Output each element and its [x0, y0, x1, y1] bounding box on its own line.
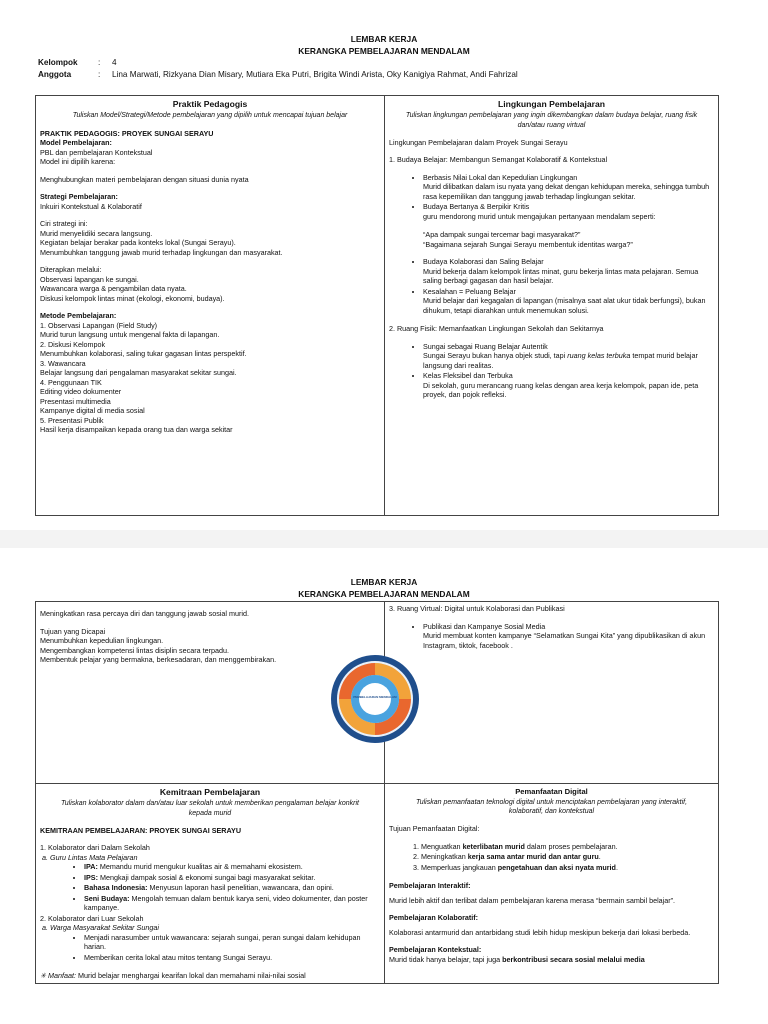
kelompok-label: Kelompok: [38, 58, 78, 67]
worksheet-page-2: [0, 548, 768, 1024]
digital-subtitle: Tuliskan pemanfaatan teknologi digital untuk menciptakan pembelajaran yang interaktif, kolaboratif, dan kontekstual: [415, 799, 688, 816]
list-item: • Bahasa Indonesia: Menyusun laporan hasil penelitian, wawancara, dan opini.: [84, 883, 380, 893]
warga-list: [40, 933, 380, 963]
ruang-fisik-list: [389, 342, 714, 400]
list-item: • IPA: Memandu murid mengukur kualitas air & memahami ekosistem.: [84, 862, 380, 872]
list-item: • Publikasi dan Kampanye Sosial Media Murid membuat konten kampanye “Selamatkan Sungai Kita” yang dipublikasikan di akun Instagram, tiktok, facebook .: [423, 622, 714, 651]
kemitraan-subtitle: Tuliskan kolaborator dalam dan/atau luar sekolah untuk memberikan pengalaman belajar konkrit kepada murid: [61, 800, 359, 817]
anggota-value: Lina Marwati, Rizkyana Dian Misary, Mutiara Eka Putri, Brigita Windi Arista, Oky Kanigiya Rahmat, Andi Fahrizal: [112, 69, 518, 79]
deep-learning-wheel-diagram: [330, 654, 420, 744]
list-item: • Menjadi narasumber untuk wawancara: sejarah sungai, peran sungai dalam kehidupan harian.: [84, 933, 380, 952]
list-item: • Budaya Kolaborasi dan Saling Belajar Murid bekerja dalam kelompok lintas minat, guru bekerja lintas mata pelajaran. Semua saling berbagi gagasan dan hasil belajar.: [423, 257, 714, 286]
lingkungan-pembelajaran-cell: Lingkungan Pembelajaran Tuliskan lingkungan pembelajaran yang ingin dikembangkan dalam budaya belajar, ruang fisik dan/atau ruang virtual Lingkungan Pembelajaran dalam Proyek Sungai Serayu 1. Budaya Belajar: Membangun Semangat Kolaboratif & Kontekstual • Berbasis Nilai Lokal dan Kepedulian Lingkungan Murid dilibatkan dalam isu nyata yang dekat dengan kehidupan mereka, sehingga tumbuh rasa kepemilikan dan tanggung jawab terhadap lingkungan sekitar. • Budaya Bertanya & Berpikir Kritis guru mendorong murid untuk mengajukan pertanyaan mendalam seperti: “Apa dampak sungai tercemar bagi masyarakat?” “Bagaimana sejarah Sungai Serayu membentuk identitas warga?” • Budaya Kolaborasi dan Saling Belajar Murid bekerja dalam kelompok lintas minat, guru bekerja lintas mata pelajaran. Semua saling berbagi gagasan dan hasil belajar. • Kesalahan = Peluang Belajar Murid belajar dari kegagalan di lapangan (misalnya saat alat ukur tidak berfungsi), bukan dihukum, tetapi diarahkan untuk menemukan solusi. 2. Ruang Fisik: Memanfaatkan Lingkungan Sekolah dan Sekitarnya • Sungai sebagai Ruang Belajar Autentik Sungai Serayu bukan hanya objek studi, tapi ruang kelas terbuka tempat murid belajar langsung dari realitas. • Kelas Fleksibel dan Terbuka Di sekolah, guru merancang ruang kelas dengan area kerja kelompok, papan ide, peta proyek, dan pojok refleksi.: [385, 96, 719, 516]
kemitraan-cell: Kemitraan Pembelajaran Tuliskan kolaborator dalam dan/atau luar sekolah untuk memberikan pengalaman belajar konkrit kepada murid KEMITRAAN PEMBELAJARAN: PROYEK SUNGAI SERAYU 1. Kolaborator dari Dalam Sekolah a. Guru Lintas Mata Pelajaran • IPA: Memandu murid mengukur kualitas air & memahami ekosistem. • IPS: Mengkaji dampak sosial & ekonomi sungai bagi masyarakat sekitar. • Bahasa Indonesia: Menyusun laporan hasil penelitian, wawancara, dan opini. • Seni Budaya: Mengolah temuan dalam bentuk karya seni, video dokumenter, dan poster kampanye. 2. Kolaborator dari Luar Sekolah a. Warga Masyarakat Sekitar Sungai • Menjadi narasumber untuk wawancara: sejarah sungai, peran sungai dalam kehidupan harian. • Memberikan cerita lokal atau mitos tentang Sungai Serayu. ✳ Manfaat: Murid belajar menghargai kearifan lokal dan memahami nilai-nilai sosial: [36, 784, 385, 984]
list-item: • Kelas Fleksibel dan Terbuka Di sekolah, guru merancang ruang kelas dengan area kerja kelompok, papan ide, peta proyek, dan pojok refleksi.: [423, 371, 714, 400]
tujuan-cell: Meningkatkan rasa percaya diri dan tanggung jawab sosial murid. Tujuan yang Dicapai Menumbuhkan kepedulian lingkungan. Mengembangkan kompetensi lintas disiplin secara terpadu. Membentuk pelajar yang bermakna, berkesadaran, dan menggembirakan.: [36, 602, 385, 784]
lingkungan-title: Lingkungan Pembelajaran: [498, 99, 605, 109]
list-item: • Memberikan cerita lokal atau mitos tentang Sungai Serayu.: [84, 953, 380, 963]
kelompok-value: 4: [112, 58, 117, 67]
lingkungan-subtitle: Tuliskan lingkungan pembelajaran yang ingin dikembangkan dalam budaya belajar, ruang fisik dan/atau ruang virtual: [405, 112, 698, 129]
list-item: 1. Menguatkan keterlibatan murid dalam proses pembelajaran.: [421, 842, 714, 852]
page-title-2: LEMBAR KERJA KERANGKA PEMBELAJARAN MENDALAM: [298, 577, 470, 600]
guru-list: [40, 862, 380, 913]
wheel-center-label: PEMBELAJARAN MENDALAM: [353, 695, 397, 699]
praktik-pedagogis-cell: Praktik Pedagogis Tuliskan Model/Strategi/Metode pembelajaran yang dipilih untuk mencapai tujuan belajar PRAKTIK PEDAGOGIS: PROYEK SUNGAI SERAYU Model Pembelajaran: PBL dan pembelajaran Kontekstual Model ini dipilih karena: Menghubungkan materi pembelajaran dengan situasi dunia nyata Strategi Pembelajaran: Inkuiri Kontekstual & Kolaboratif Ciri strategi ini: Murid menyelidiki secara langsung. Kegiatan belajar berakar pada konteks lokal (Sungai Serayu). Menumbuhkan tanggung jawab murid terhadap lingkungan dan masyarakat. Diterapkan melalui: Observasi lapangan ke sungai. Wawancara warga & pengambilan data nyata. Diskusi kelompok lintas minat (ekologi, ekonomi, budaya). Metode Pembelajaran: 1. Observasi Lapangan (Field Study) Murid turun langsung untuk mengenal fakta di lapangan. 2. Diskusi Kelompok Menumbuhkan kolaborasi, saling tukar gagasan lintas perspektif. 3. Wawancara Belajar langsung dari pengalaman masyarakat sekitar sungai. 4. Penggunaan TIK Editing video dokumenter Presentasi multimedia Kampanye digital di media sosial 5. Presentasi Publik Hasil kerja disampaikan kepada orang tua dan warga sekitar: [36, 96, 385, 516]
list-item: • Seni Budaya: Mengolah temuan dalam bentuk karya seni, video dokumenter, dan poster kampanye.: [84, 894, 380, 913]
budaya-list-2: [389, 257, 714, 315]
kemitraan-title: Kemitraan Pembelajaran: [159, 787, 261, 797]
list-item: • IPS: Mengkaji dampak sosial & ekonomi sungai bagi masyarakat sekitar.: [84, 873, 380, 883]
anggota-label: Anggota: [38, 69, 72, 79]
group-info: Kelompok : 4 Anggota : Lina Marwati, Rizkyana Dian Misary, Mutiara Eka Putri, Brigita Windi Arista, Oky Kanigiya Rahmat, Andi Fahrizal: [38, 58, 518, 79]
digital-title: Pemanfaatan Digital: [515, 787, 588, 796]
framework-table-1: [35, 95, 719, 516]
list-item: • Kesalahan = Peluang Belajar Murid belajar dari kegagalan di lapangan (misalnya saat alat ukur tidak berfungsi), bukan dihukum, tetapi diarahkan untuk menemukan solusi.: [423, 287, 714, 316]
list-item: 3. Memperluas jangkauan pengetahuan dan aksi nyata murid.: [421, 863, 714, 873]
page-separator: [0, 530, 768, 548]
ruang-virtual-cell: 3. Ruang Virtual: Digital untuk Kolaborasi dan Publikasi • Publikasi dan Kampanye Sosial Media Murid membuat konten kampanye “Selamatkan Sungai Kita” yang dipublikasikan di akun Instagram, tiktok, facebook .: [385, 602, 719, 784]
list-item: 2. Meningkatkan kerja sama antar murid dan antar guru.: [421, 852, 714, 862]
tujuan-digital-list: [389, 842, 714, 873]
praktik-heading: PRAKTIK PEDAGOGIS: PROYEK SUNGAI SERAYU: [40, 128, 214, 138]
list-item: • Budaya Bertanya & Berpikir Kritis guru mendorong murid untuk mengajukan pertanyaan mendalam seperti:: [423, 202, 714, 221]
list-item: • Sungai sebagai Ruang Belajar Autentik Sungai Serayu bukan hanya objek studi, tapi ruang kelas terbuka tempat murid belajar langsung dari realitas.: [423, 342, 714, 371]
ruang-virtual-list: [389, 622, 714, 651]
page-title: LEMBAR KERJA KERANGKA PEMBELAJARAN MENDALAM: [298, 34, 470, 57]
list-item: • Berbasis Nilai Lokal dan Kepedulian Lingkungan Murid dilibatkan dalam isu nyata yang dekat dengan kehidupan mereka, sehingga tumbuh rasa kepemilikan dan tanggung jawab terhadap lingkungan sekitar.: [423, 173, 714, 202]
praktik-title: Praktik Pedagogis: [172, 99, 248, 109]
pemanfaatan-digital-cell: Pemanfaatan Digital Tuliskan pemanfaatan teknologi digital untuk menciptakan pembelajaran yang interaktif, kolaboratif, dan kontekstual Tujuan Pemanfaatan Digital: 1. Menguatkan keterlibatan murid dalam proses pembelajaran. 2. Meningkatkan kerja sama antar murid dan antar guru. 3. Memperluas jangkauan pengetahuan dan aksi nyata murid. Pembelajaran Interaktif: Murid lebih aktif dan terlibat dalam pembelajaran karena merasa “bermain sambil belajar”. Pembelajaran Kolaboratif: Kolaborasi antarmurid dan antarbidang studi lebih hidup meskipun bekerja dari lokasi berbeda. Pembelajaran Kontekstual: Murid tidak hanya belajar, tapi juga berkontribusi secara sosial melalui media: [385, 784, 719, 984]
budaya-list: [389, 173, 714, 222]
praktik-subtitle: Tuliskan Model/Strategi/Metode pembelajaran yang dipilih untuk mencapai tujuan belajar: [72, 112, 348, 120]
